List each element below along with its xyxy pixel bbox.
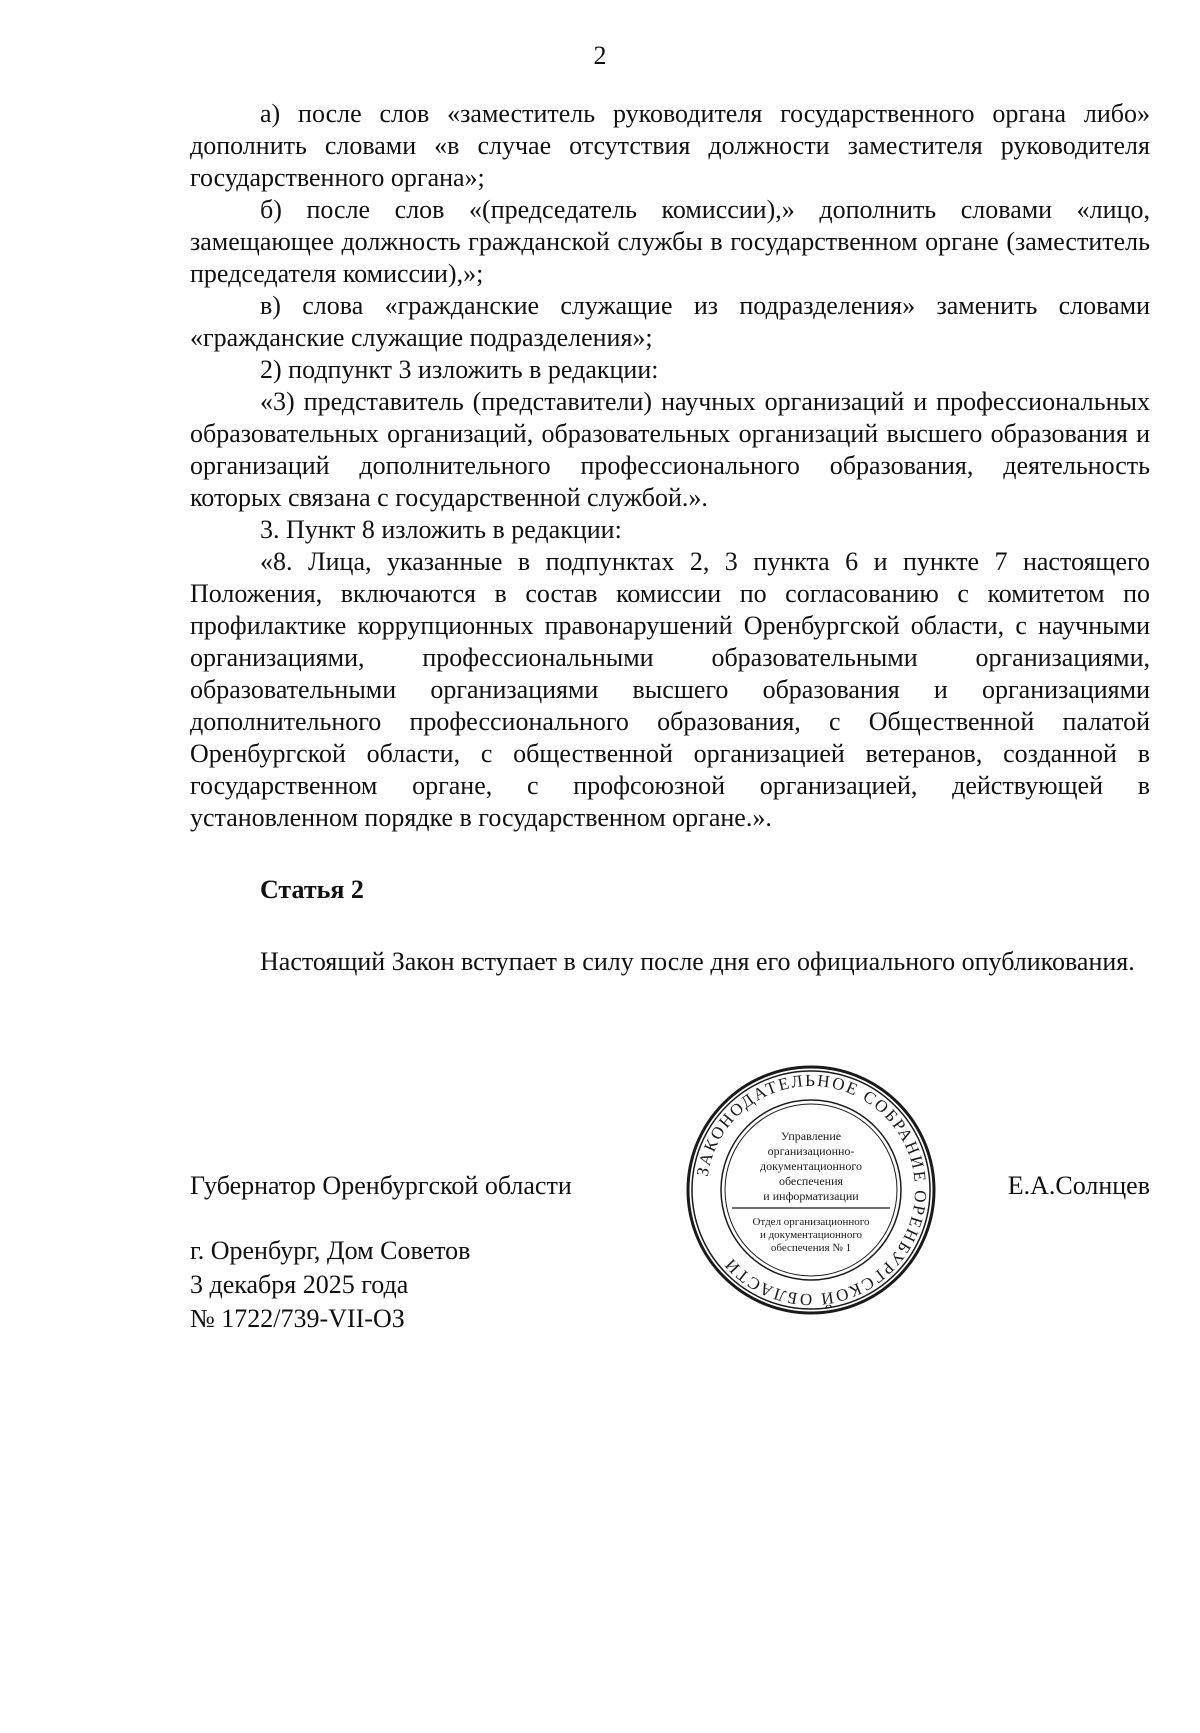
stamp-inner-line-1: Управление xyxy=(780,1129,842,1143)
signing-date: 3 декабря 2025 года xyxy=(190,1270,409,1299)
article-2-text: Настоящий Закон вступает в силу после дня его официального опубликования. xyxy=(260,947,1135,976)
paragraph-subpoint-2: 2) подпункт 3 изложить в редакции: xyxy=(260,355,659,384)
paragraph-point-3: 3. Пункт 8 изложить в редакции: xyxy=(260,515,622,544)
stamp-inner-line-5: и информатизации xyxy=(763,1189,859,1203)
signer-name: Е.А.Солнцев xyxy=(1007,1171,1150,1200)
paragraph-b: б) после слов «(председатель комиссии),» дополнить словами «лицо, замещающее должность гражданской службы в государственном органе (заместитель председателя комиссии),»; xyxy=(190,195,1150,288)
signing-place: г. Оренбург, Дом Советов xyxy=(190,1236,471,1265)
stamp-inner-line-2: организационно- xyxy=(767,1144,855,1158)
stamp-inner-line-3: документационного xyxy=(760,1159,862,1173)
document-body xyxy=(190,98,1150,978)
page-number: 2 xyxy=(593,41,607,70)
place-date-block xyxy=(190,1234,470,1336)
official-seal-stamp xyxy=(684,1063,938,1317)
paragraph-point-8-text: «8. Лица, указанные в подпунктах 2, 3 пункта 6 и пункте 7 настоящего Положения, включаются в состав комиссии по согласованию с комитетом по профилактике коррупционных правонарушений Оренбургской области, с научными организациями, профессиональными образовательными организациями, образовательными организациями высшего образования и организациями дополнительного профессионального образования, с Общественной палатой Оренбургской области, с общественной организацией ветеранов, созданной в государственном органе, с профсоюзной организацией, действующей в установленном порядке в государственном органе.». xyxy=(190,547,1150,832)
stamp-inner-line-4: обеспечения xyxy=(778,1174,844,1188)
paragraph-subpoint-3-text: «3) представитель (представители) научных организаций и профессиональных образовательных организаций, образовательных организаций высшего образования и организаций дополнительного профессионального образования, деятельность которых связана с государственной службой.». xyxy=(190,387,1150,512)
stamp-bottom-line-3: обеспечения № 1 xyxy=(770,1242,852,1254)
signer-position: Губернатор Оренбургской области xyxy=(190,1171,572,1200)
document-number: № 1722/739-VII-ОЗ xyxy=(190,1304,405,1333)
stamp-bottom-line-2: и документационного xyxy=(759,1229,863,1241)
paragraph-a: а) после слов «заместитель руководителя государственного органа либо» дополнить словами «в случае отсутствия должности заместителя руководителя государственного органа»; xyxy=(190,99,1150,192)
stamp-bottom-line-1: Отдел организационного xyxy=(752,1216,870,1228)
signature-block xyxy=(190,1170,1150,1210)
stamp-outer-text: ЗАКОНОДАТЕЛЬНОЕ СОБРАНИЕ ОРЕНБУРГСКОЙ ОБЛАСТИ xyxy=(692,1070,931,1310)
article-heading: Статья 2 xyxy=(260,875,364,904)
paragraph-v: в) слова «гражданские служащие из подразделения» заменить словами «гражданские служащие подразделения»; xyxy=(190,291,1150,352)
